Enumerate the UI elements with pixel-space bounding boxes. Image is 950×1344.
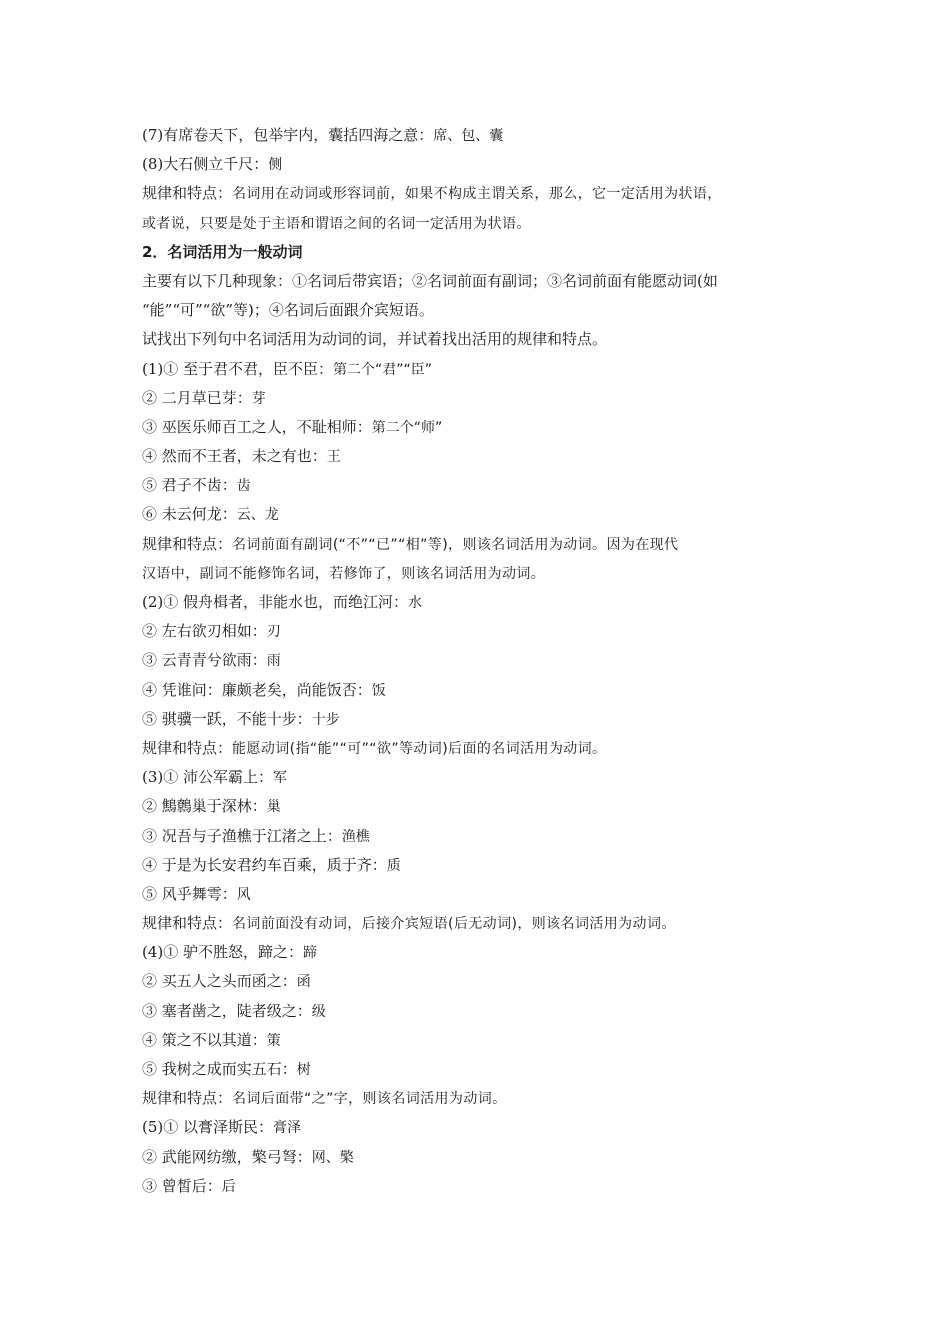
question-text: (4)① 驴不胜怒，蹄之： — [142, 943, 304, 962]
question-text: (3)① 沛公军霸上： — [142, 768, 274, 787]
rule-line — [142, 559, 818, 588]
answer-text: 侧 — [268, 157, 283, 174]
answer-text: 雨 — [266, 653, 281, 670]
rule-text: 汉语中，副词不能修饰名词，若修饰了，则该名词活用为动词。 — [142, 565, 546, 582]
answer-text: 芽 — [251, 390, 266, 407]
text-line — [142, 471, 818, 500]
answer-text: 策 — [266, 1032, 281, 1049]
rule-line — [142, 1084, 818, 1113]
question-text: ④ 凭谁问：廉颇老矣，尚能饭否： — [142, 680, 372, 699]
text-line — [142, 851, 818, 880]
answer-text: 饭 — [371, 682, 386, 699]
answer-text: 巢 — [266, 799, 281, 816]
question-text: (7)有席卷天下，包举宇内，囊括四海之意： — [142, 126, 434, 144]
text-line — [142, 150, 818, 179]
rule-label: 规律和特点： — [142, 184, 233, 203]
text-line — [142, 121, 818, 150]
answer-text: 渔樵 — [341, 828, 370, 845]
text-line — [142, 413, 818, 442]
question-text: ② 武能网纺缴，檠弓弩： — [142, 1147, 312, 1166]
rule-line — [142, 179, 818, 208]
question-text: ③ 况吾与子渔樵于江渚之上： — [142, 826, 342, 845]
text-line — [142, 763, 818, 792]
answer-text: 十步 — [311, 711, 340, 728]
answer-text: 函 — [296, 974, 311, 991]
text-line — [142, 997, 818, 1026]
text-line — [142, 500, 818, 529]
question-text: ⑥ 未云何龙： — [142, 505, 237, 524]
text-line — [142, 822, 818, 851]
rule-line — [142, 209, 818, 238]
text-line — [142, 325, 818, 354]
question-text: ④ 策之不以其道： — [142, 1030, 267, 1049]
question-text: ④ 然而不王者，未之有也： — [142, 447, 327, 466]
text-line — [142, 1026, 818, 1055]
text-line — [142, 646, 818, 675]
text-line — [142, 442, 818, 471]
question-text: (1)① 至于君不君，臣不臣： — [142, 359, 334, 378]
answer-text: 后 — [221, 1178, 236, 1195]
question-text: ⑤ 君子不齿： — [142, 476, 237, 495]
answer-text: 膏泽 — [273, 1120, 302, 1137]
text-line — [142, 617, 818, 646]
answer-text: 军 — [273, 770, 288, 787]
rule-text: 名词后面带“之”字，则该名词活用为动词。 — [232, 1091, 507, 1108]
body-text: “能”“可”“欲”等)；④名词后面跟介宾短语。 — [142, 301, 434, 320]
rule-line — [142, 530, 818, 559]
answer-text: 王 — [326, 449, 341, 466]
question-text: ② 二月草已芽： — [142, 388, 252, 407]
question-text: ④ 于是为长安君约车百乘，质于齐： — [142, 855, 387, 874]
text-line — [142, 1055, 818, 1084]
rule-text: 名词前面没有动词，后接介宾短语(后无动词)，则该名词活用为动词。 — [232, 916, 676, 933]
question-text: ③ 曾皙后： — [142, 1176, 222, 1195]
question-text: (8)大石侧立千尺： — [142, 155, 269, 174]
rule-line — [142, 909, 818, 938]
section-heading: 2．名词活用为一般动词 — [142, 242, 303, 261]
rule-label: 规律和特点： — [142, 1089, 233, 1108]
question-text: ③ 塞者凿之，陡者级之： — [142, 1001, 312, 1020]
answer-text: 第二个“师” — [371, 419, 443, 436]
question-text: ⑤ 骐骥一跃，不能十步： — [142, 709, 312, 728]
text-line — [142, 792, 818, 821]
text-line — [142, 938, 818, 967]
answer-text: 网、檠 — [311, 1149, 354, 1166]
question-text: ② 鷦鷯巢于深林： — [142, 797, 267, 816]
question-text: (5)① 以膏泽斯民： — [142, 1118, 274, 1137]
rule-text: 或者说，只要是处于主语和谓语之间的名词一定活用为状语。 — [142, 215, 531, 232]
text-line — [142, 267, 818, 296]
answer-text: 质 — [386, 857, 401, 874]
text-line — [142, 1172, 818, 1201]
rule-text: 名词用在动词或形容词前，如果不构成主谓关系，那么，它一定活用为状语， — [232, 186, 722, 203]
answer-text: 蹄 — [303, 945, 318, 962]
text-line — [142, 705, 818, 734]
rule-text: 能愿动词(指“能”“可”“欲”等动词)后面的名词活用为动词。 — [232, 740, 607, 757]
body-text: 主要有以下几种现象：①名词后带宾语；②名词前面有副词；③名词前面有能愿动词(如 — [142, 271, 718, 290]
question-text: ③ 云青青兮欲雨： — [142, 651, 267, 670]
rule-label: 规律和特点： — [142, 534, 233, 553]
rule-line — [142, 734, 818, 763]
text-line — [142, 1113, 818, 1142]
question-text: ⑤ 我树之成而实五石： — [142, 1060, 297, 1078]
answer-text: 席、包、囊 — [433, 128, 504, 144]
answer-text: 级 — [311, 1003, 326, 1020]
answer-text: 树 — [296, 1062, 311, 1078]
answer-text: 第二个“君”“臣” — [333, 361, 433, 378]
text-line — [142, 967, 818, 996]
question-text: ② 左右欲刃相如： — [142, 622, 267, 641]
question-text: ② 买五人之头而函之： — [142, 972, 297, 991]
document-body — [142, 121, 818, 1201]
rule-label: 规律和特点： — [142, 914, 233, 933]
answer-text: 水 — [408, 595, 423, 611]
text-line — [142, 880, 818, 909]
text-line — [142, 355, 818, 384]
question-text: ③ 巫医乐师百工之人，不耻相师： — [142, 417, 372, 436]
text-line — [142, 676, 818, 705]
body-text: 试找出下列句中名词活用为动词的词，并试着找出活用的规律和特点。 — [142, 330, 608, 349]
text-line — [142, 588, 818, 617]
text-line — [142, 384, 818, 413]
answer-text: 风 — [236, 886, 251, 903]
answer-text: 齿 — [236, 478, 251, 495]
answer-text: 云、龙 — [236, 507, 279, 524]
answer-text: 刃 — [266, 624, 281, 641]
question-text: ⑤ 风乎舞雩： — [142, 884, 237, 903]
rule-text: 名词前面有副词(“不”“已”“相”等)，则该名词活用为动词。因为在现代 — [232, 536, 679, 553]
text-line — [142, 296, 818, 325]
question-text: (2)① 假舟楫者，非能水也，而绝江河： — [142, 593, 409, 611]
text-line — [142, 1143, 818, 1172]
rule-label: 规律和特点： — [142, 738, 233, 757]
